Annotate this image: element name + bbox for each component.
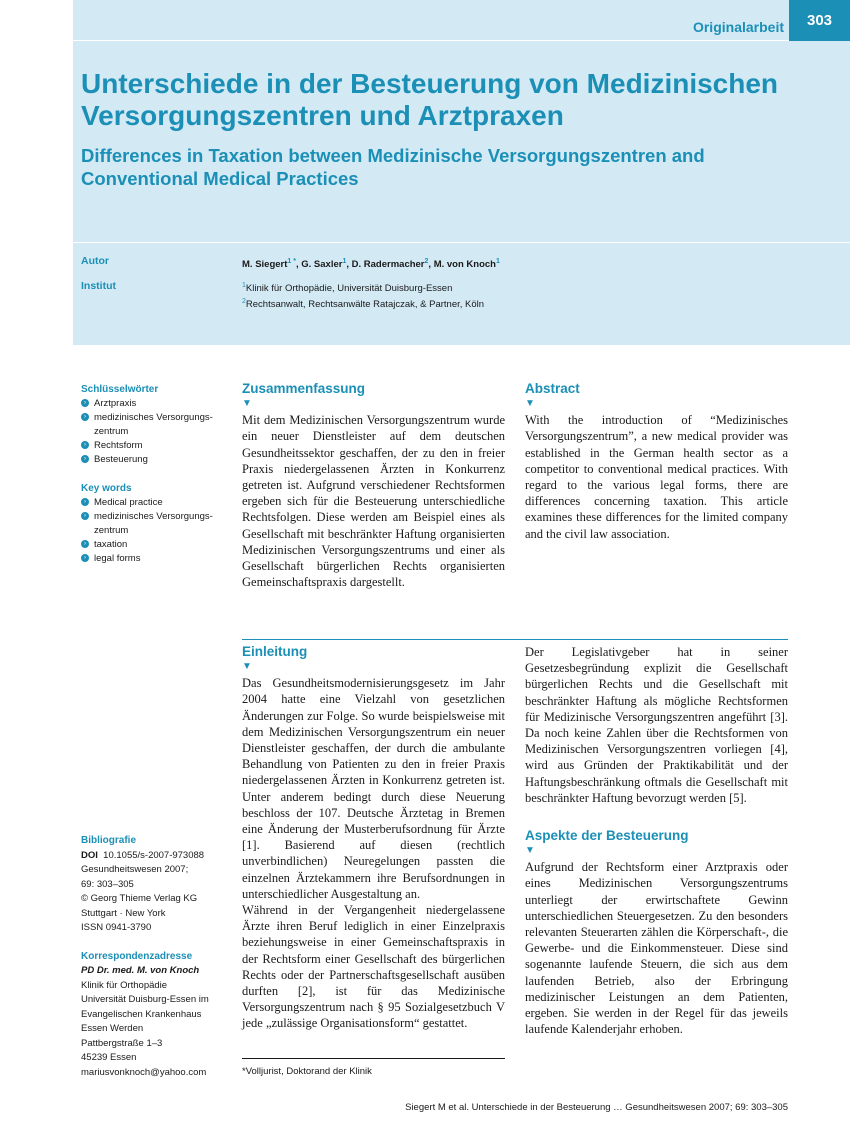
keyword-item: › medizinisches Versorgungs- — [81, 411, 231, 425]
bib-line: Stuttgart · New York — [81, 907, 166, 919]
bib-line: © Georg Thieme Verlag KG — [81, 893, 198, 904]
abstract-de-heading: Zusammenfassung — [242, 381, 366, 396]
triangle-marker-icon: ▼ — [242, 398, 252, 410]
author-affiliation-mark: 1 * — [287, 258, 296, 265]
article-title: Unterschiede in der Besteuerung von Medizinischen Versorgungszentren und Arztpraxen — [81, 68, 779, 131]
author-name: M. von Knoch — [433, 259, 496, 271]
body-column-right — [525, 644, 788, 1037]
keyword-item: › medizinisches Versorgungs- — [81, 510, 231, 524]
keyword-item: › taxation — [81, 538, 231, 552]
bib-line: Gesundheitswesen 2007; — [81, 864, 189, 875]
bib-line: 69: 303–305 — [81, 878, 134, 890]
author-label: Autor — [81, 255, 109, 267]
arrow-bullet-icon: › — [81, 413, 89, 421]
arrow-bullet-icon: › — [81, 512, 89, 520]
legislation-paragraph: Der Legislativgeber hat in seiner Gesetzesbegründung explizit die Gesellschaft bürgerlichen Rechts und die Gesellschaft mit beschränkter Haftung als mögliche Rechtsformen für Medizinische Versorgungszentren angeführt [3]. Da noch keine Zahlen über die Rechtsformen von Medizinischen Versorgungszentren vorliegen [4], wird aus Gründen der Praktikabilität und der Haftungsbeschränkung oftmals die Gesellschaft mit beschränkter Haftung bevorzugt werden [5]. — [525, 645, 788, 805]
author-name: M. Siegert — [242, 259, 288, 271]
bibliography-title: Bibliografie — [81, 835, 137, 846]
footnote: *Volljurist, Doktorand der Klinik — [242, 1066, 372, 1077]
taxation-heading: Aspekte der Besteuerung — [525, 828, 689, 844]
doi-link[interactable]: 10.1055/s-2007-973088 — [103, 849, 205, 861]
body-column-left — [242, 644, 505, 1032]
article-subtitle: Differences in Taxation between Medizinische Versorgungszentren and Conventional Medical Practices — [81, 145, 705, 189]
address-line: Essen Werden — [81, 1023, 144, 1034]
arrow-bullet-icon: › — [81, 540, 89, 548]
institute-label: Institut — [81, 280, 116, 292]
bib-line: ISSN 0941-3790 — [81, 922, 152, 933]
doi-line: DOI 10.1055/s-2007-973088 — [81, 849, 205, 861]
address-line: Evangelischen Krankenhaus — [81, 1008, 202, 1020]
intro-heading: Einleitung — [242, 644, 308, 659]
intro-paragraph: Während in der Vergangenheit niedergelassene Ärzte ihren Beruf lediglich in einer Einzelpraxis beziehungsweise in einer Gemeinschaftspraxis in der Rechtsform einer Gesellschaft des bürgerlichen Rechts oder der Partnerschaftsgesellschaft ausüben durften [2], ist für das Medizinische Versorgungszentrum nach § 95 Sozialgesetzbuch V jede „zulässige Organisationsform“ gestattet. — [242, 903, 505, 1031]
arrow-bullet-icon: › — [81, 441, 89, 449]
author-affiliation-mark: 2 — [424, 258, 429, 265]
triangle-marker-icon: ▼ — [525, 398, 535, 410]
arrow-bullet-icon: › — [81, 399, 89, 407]
author-list: M. Siegert$^{1 *}$, G. Saxler$^1$, D. Radermacher$^2$, M. von Knoch$^1$ — [242, 258, 500, 271]
keyword-item: › Rechtsform — [81, 439, 231, 453]
address-line: Pattbergstraße 1–3 — [81, 1037, 163, 1049]
institute-list — [242, 279, 484, 311]
author-affiliation-mark: 1 — [342, 258, 347, 265]
abstract-en-text: With the introduction of “Medizinisches Versorgungszentrum”, a new medical provider was established in the German health sector as a competitor to conventional medical practices. With regard to the various legal forms, there are differences concerning taxation. This article examines these differences for the limited company and the civil law association. — [525, 413, 788, 541]
keyword-item: › legal forms — [81, 552, 231, 566]
correspondence-name: PD Dr. med. M. von Knoch — [81, 965, 200, 976]
intro-paragraph: Das Gesundheitsmodernisierungsgesetz im Jahr 2004 hatte eine Vielzahl von gesetzlichen Änderungen zur Folge. So wurde beispielsweise mit dem Medizinischen Versorgungszentrum ein neuer Dienstleister geschaffen, der durch die ambulante Behandlung von Patienten zu den in freier Praxis niedergelassenen Ärzten in Konkurrenz getreten ist. Unter anderem bedingt durch diese Neuerung beschloss der 107. Deutsche Ärztetag in Bremen eine Änderung der Musterberufsordnung für Ärzte [1]. Basierend auf diesen (rechtlich unverbindlichen) Neuregelungen passten die einzelnen Ärztekammern ihre Berufsordnungen in unterschiedlicher Ausgestaltung an. — [242, 676, 505, 901]
header-divider — [73, 40, 850, 41]
address-line: 45239 Essen — [81, 1052, 137, 1063]
abstract-en-heading: Abstract — [525, 381, 580, 396]
bibliography-block — [81, 834, 231, 1080]
taxation-paragraph: Aufgrund der Rechtsform einer Arztpraxis oder eines Medizinischen Versorgungszentrums unterliegt der erwirtschaftete Gewinn unterschiedlichen Steuergesetzen. Zu den besonders relevanten Steuerarten zählen die Körperschaft-, die Gewerbe- und die Einkommensteuer. Diese sind sogenannte laufende Steuern, die sich aus dem laufenden Betrieb, also der Erbringung medizinischer Leistungen an dem Patienten, ergeben. Sie werden in der Regel für das jeweils laufende Kalenderjahr erhoben. — [525, 860, 788, 1037]
keyword-item: › Besteuerung — [81, 453, 231, 467]
page-footer-citation: Siegert M et al. Unterschiede in der Besteuerung … Gesundheitswesen 2007; 69: 303–305 — [405, 1102, 788, 1113]
title-divider — [73, 242, 850, 243]
keywords-de-title: Schlüsselwörter — [81, 384, 159, 395]
abstract-de-text: Mit dem Medizinischen Versorgungszentrum wurde ein neuer Dienstleister auf dem deutschen Gesundheitssektor geschaffen, der zu den in freier Praxis niedergelassenen Ärzten in Konkurrenz getreten ist. Aufgrund verschiedener Rechtsformen ergeben sich für die Besteuerung unterschiedliche Rechtsfolgen. Diese werden am Beispiel eines als Gesellschaft mit beschränkter Haftung organisierten Medizinischen Versorgungszentrums und einer als Gesellschaft bürgerlichen Rechts organisierten Gemeinschaftspraxis dargestellt. — [242, 413, 505, 590]
footnote-rule — [242, 1058, 505, 1059]
section-rule — [242, 639, 788, 640]
arrow-bullet-icon: › — [81, 498, 89, 506]
keyword-item-continued: zentrum — [94, 525, 129, 536]
arrow-bullet-icon: › — [81, 455, 89, 463]
arrow-bullet-icon: › — [81, 554, 89, 562]
keywords-en-title: Key words — [81, 483, 132, 494]
page-number: 303 — [789, 0, 850, 41]
institute-item: $^2$Rechtsanwalt, Rechtsanwälte Ratajczak, & Partner, Köln — [242, 298, 485, 311]
author-name: G. Saxler — [301, 259, 343, 271]
keyword-item: › Arztpraxis — [81, 397, 231, 411]
keyword-item-continued: zentrum — [94, 426, 129, 437]
correspondence-title: Korrespondenzadresse — [81, 950, 193, 962]
triangle-marker-icon: ▼ — [242, 661, 252, 673]
address-line: Klinik für Orthopädie — [81, 979, 168, 991]
section-label: Originalarbeit — [692, 19, 784, 35]
institute-item: $^1$Klinik für Orthopädie, Universität Duisburg-Essen — [242, 282, 453, 295]
keyword-item: › Medical practice — [81, 496, 231, 510]
triangle-marker-icon: ▼ — [525, 845, 535, 857]
author-affiliation-mark: 1 — [495, 258, 500, 265]
address-line: Universität Duisburg-Essen im — [81, 994, 209, 1005]
email-link[interactable]: mariusvonknoch@yahoo.com — [81, 1066, 207, 1078]
keywords-block — [81, 383, 231, 566]
abstract-german — [242, 381, 505, 590]
abstract-english — [525, 381, 788, 542]
author-name: D. Radermacher — [351, 259, 425, 271]
